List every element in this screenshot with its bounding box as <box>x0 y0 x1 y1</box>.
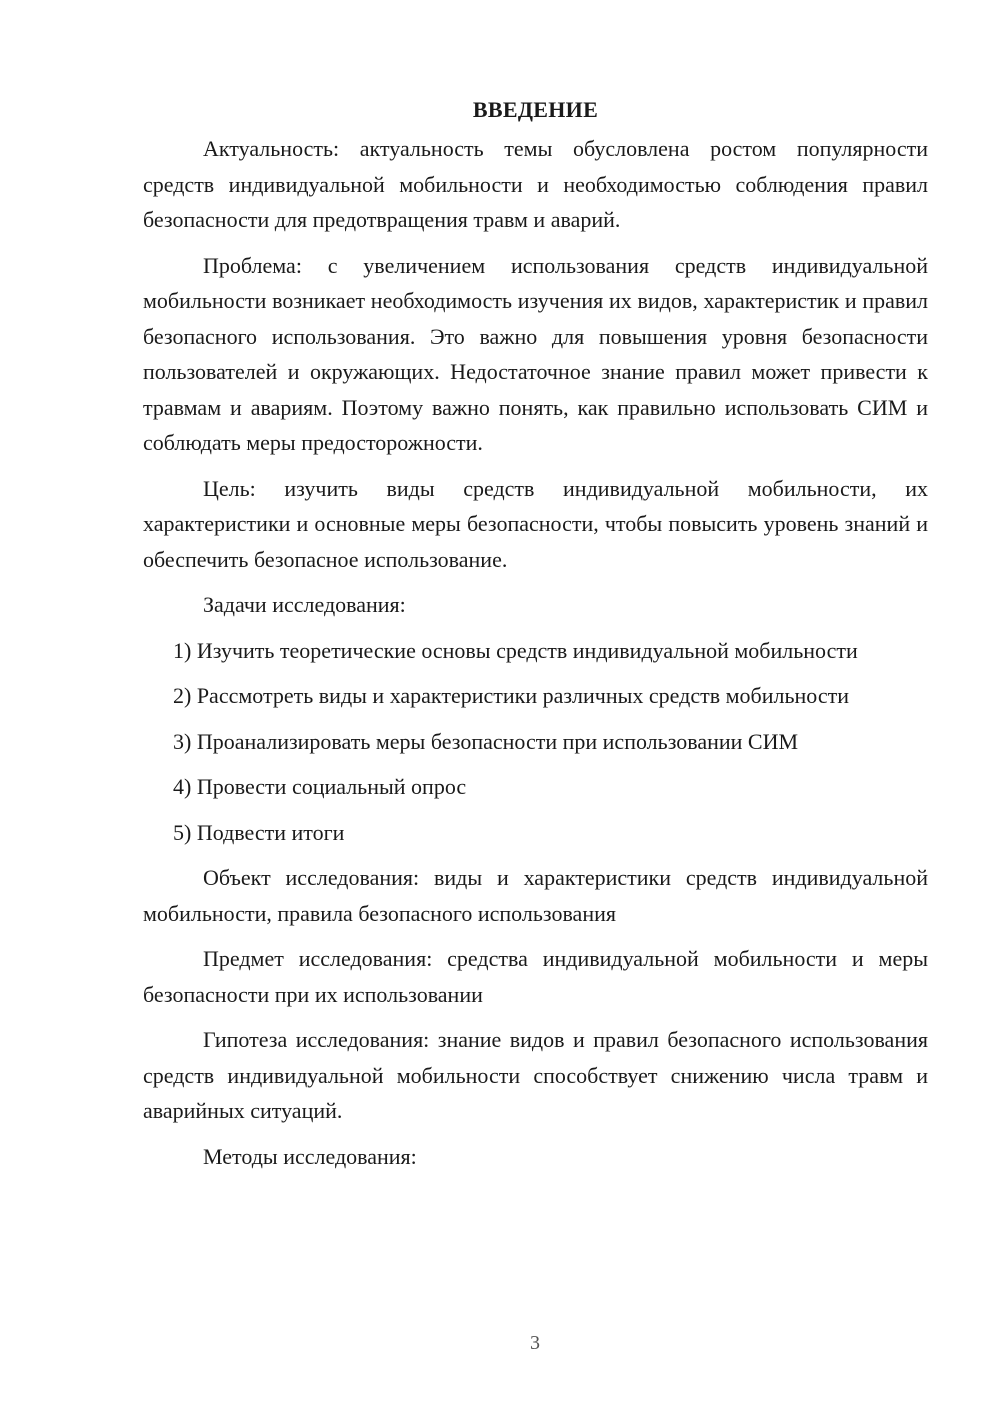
subject-paragraph: Предмет исследования: средства индивидуальной мобильности и меры безопасности при их использовании <box>143 946 928 1007</box>
task-item: 2) Рассмотреть виды и характеристики различных средств мобильности <box>173 683 849 708</box>
task-item: 5) Подвести итоги <box>173 819 345 845</box>
task-item: 3) Проанализировать меры безопасности при использовании СИМ <box>173 728 799 754</box>
hypothesis-paragraph: Гипотеза исследования: знание видов и правил безопасного использования средств индивидуальной мобильности способствует снижению числа травм и аварийных ситуаций. <box>143 1027 928 1123</box>
task-item: 4) Провести социальный опрос <box>173 774 467 799</box>
document-page <box>143 92 928 1184</box>
relevance-paragraph: Актуальность: актуальность темы обусловлена ростом популярности средств индивидуальной мобильности и необходимостью соблюдения правил безопасности для предотвращения травм и аварий. <box>143 136 928 232</box>
tasks-heading: Задачи исследования: <box>203 592 406 617</box>
section-title: ВВЕДЕНИЕ <box>472 97 599 122</box>
task-item: 1) Изучить теоретические основы средств индивидуальной мобильности <box>173 637 858 663</box>
page-number: 3 <box>530 1332 540 1354</box>
object-paragraph: Объект исследования: виды и характеристики средств индивидуальной мобильности, правила безопасного использования <box>143 865 928 926</box>
problem-paragraph: Проблема: с увеличением использования средств индивидуальной мобильности возникает необходимость изучения их видов, характеристик и правил безопасного использования. Это важно для повышения уровня безопасности пользователей и окружающих. Недостаточное знание правил может привести к травмам и авариям. Поэтому важно понять, как правильно использовать СИМ и соблюдать меры предосторожности. <box>143 252 928 455</box>
methods-heading: Методы исследования: <box>203 1143 417 1169</box>
goal-paragraph: Цель: изучить виды средств индивидуальной мобильности, их характеристики и основные меры безопасности, чтобы повысить уровень знаний и обеспечить безопасное использование. <box>143 475 928 572</box>
